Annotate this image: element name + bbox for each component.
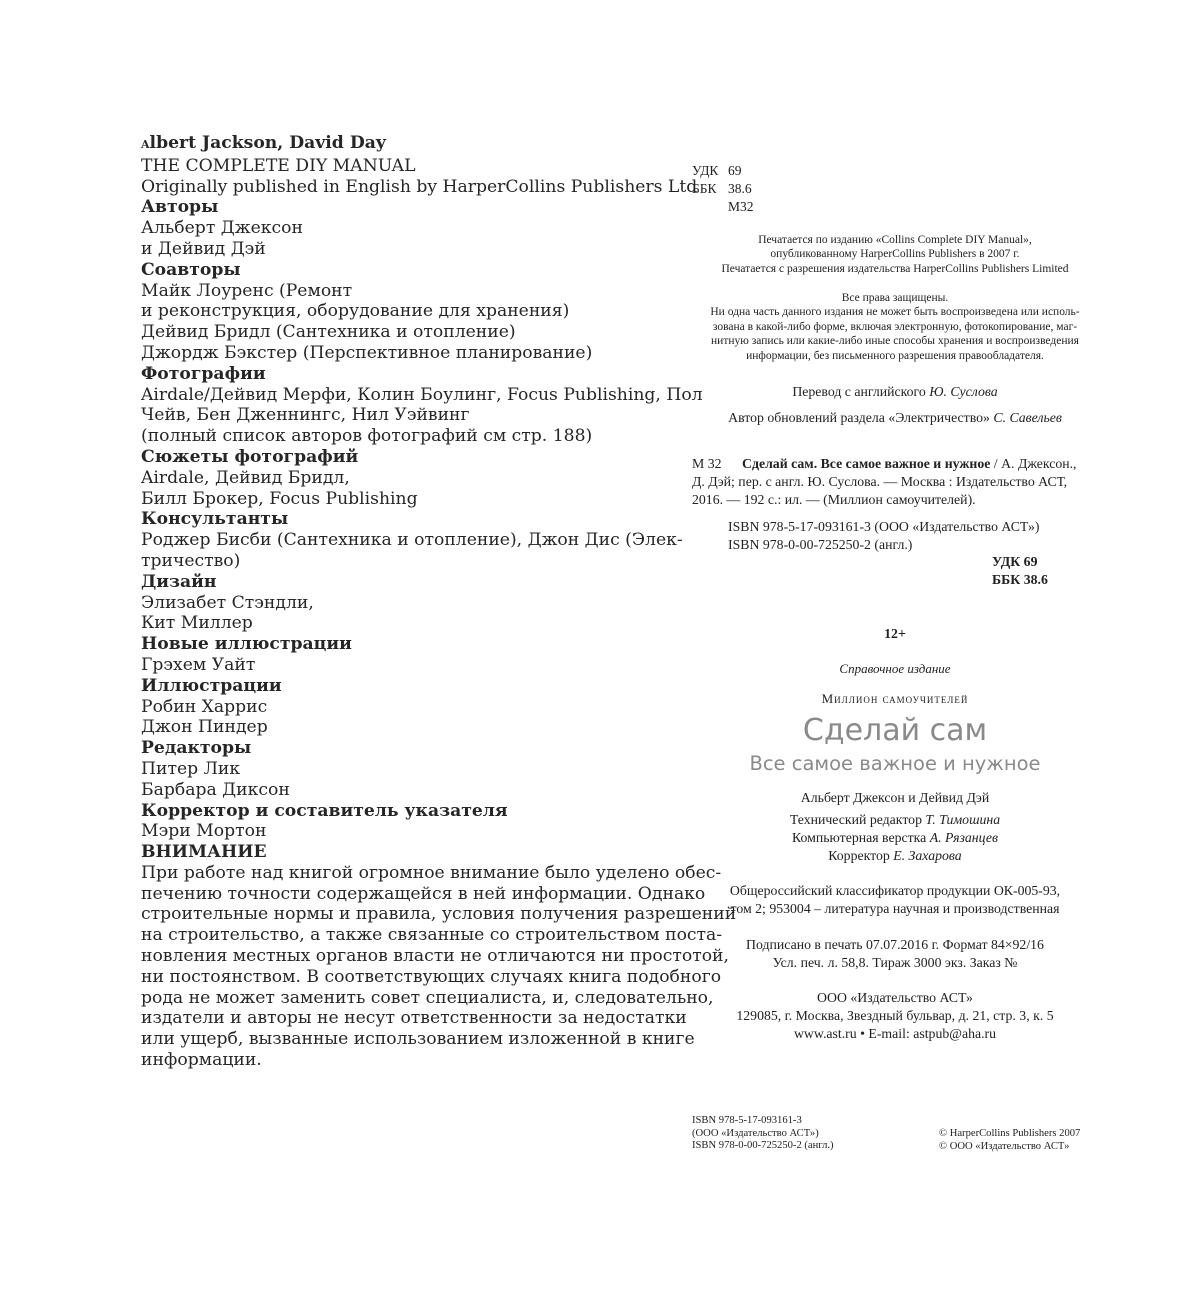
credit-line: Джон Пиндер (141, 717, 268, 738)
credit-line: Роджер Бисби (Сантехника и отопление), Джон Дис (Элек- (141, 530, 683, 551)
credit-line: и Дейвид Дэй (141, 238, 266, 259)
consultants-heading: Консультанты (141, 509, 289, 530)
edition-type: Справочное издание (839, 661, 951, 676)
design-heading: Дизайн (141, 571, 217, 592)
warning-line: издатели и авторы не несут ответственности за недостатки (141, 1008, 687, 1029)
photos-heading: Фотографии (141, 363, 266, 384)
credit-line: Airdale, Дейвид Бридл, (141, 467, 350, 488)
bottom-isbn-block: ISBN 978-5-17-093161-3 (ООО «Издательство АСТ») ISBN 978-0-00-725250-2 (англ.) (692, 1115, 834, 1152)
original-publisher: Originally published in English by HarperCollins Publishers Ltd (141, 176, 698, 197)
credit-line: Кит Миллер (141, 613, 253, 634)
warning-line: информации. (141, 1050, 262, 1071)
original-title: THE COMPLETE DIY MANUAL (141, 155, 416, 176)
age-rating: 12+ (884, 626, 906, 641)
warning-line: рода не может заменить совет специалиста, и, следовательно, (141, 987, 714, 1008)
warning-heading: ВНИМАНИЕ (141, 842, 267, 863)
credit-line: Робин Харрис (141, 696, 268, 717)
credit-line: Майк Лоуренс (Ремонт (141, 280, 353, 301)
credit-line: (полный список авторов фотографий см стр. 188) (141, 426, 593, 447)
imprint-column (692, 0, 1098, 1300)
credit-line: Элизабет Стэндли, (141, 592, 314, 613)
publisher-block: ООО «Издательство АСТ» 129085, г. Москва, Звездный бульвар, д. 21, стр. 3, к. 5 www.ast.ru • E-mail: astpub@aha.ru (736, 990, 1054, 1041)
warning-line: строительные нормы и правила, условия получения разрешений (141, 904, 737, 925)
warning-line: новления местных органов власти не отличаются ни простотой, (141, 946, 729, 967)
credit-line: Билл Брокер, Focus Publishing (141, 488, 418, 509)
book-subtitle: Все самое важное и нужное (749, 752, 1041, 775)
credit-line: Грэхем Уайт (141, 654, 256, 675)
warning-line: на строительство, а также связанные со строительством поста- (141, 925, 723, 946)
classifier-block: Общероссийский классификатор продукции ОК-005-93, том 2; 953004 – литература научная и производственная (729, 883, 1061, 916)
translation-line: Перевод с английского Ю. Суслова (792, 384, 998, 399)
new-illustrations-heading: Новые иллюстрации (141, 634, 352, 655)
bbk-row: ББК 38.6 (692, 181, 752, 196)
corrector-heading: Корректор и составитель указателя (141, 800, 508, 821)
editors-heading: Редакторы (141, 738, 252, 759)
credit-line: Airdale/Дейвид Мерфи, Колин Боулинг, Focus Publishing, Пол (141, 384, 703, 405)
copyright-block: © HarperCollins Publishers 2007 © ООО «Издательство АСТ» (939, 1128, 1081, 1152)
warning-line: При работе над книгой огромное внимание было уделено обес- (141, 862, 722, 883)
update-author-line: Автор обновлений раздела «Электричество» С. Савельев (728, 410, 1062, 425)
authors-heading: Авторы (141, 197, 219, 218)
warning-line: или ущерб, вызванные использованием изложенной в книге (141, 1029, 695, 1050)
series-name: Миллион самоучителей (821, 691, 969, 706)
illustrations-heading: Иллюстрации (141, 675, 282, 696)
warning-line: печению точности содержащейся в ней информации. Однако (141, 883, 706, 904)
credit-line: Мэри Мортон (141, 821, 267, 842)
book-title: Сделай сам (802, 713, 988, 748)
credit-line: Дейвид Бридл (Сантехника и отопление) (141, 322, 516, 343)
original-authors: Albert Jackson, David Day (141, 133, 386, 153)
credit-line: Питер Лик (141, 758, 241, 779)
udk-row: УДК 69 (692, 163, 742, 178)
credit-line: тричество) (141, 550, 241, 571)
classification-bold: УДК 69 ББК 38.6 (992, 554, 1048, 587)
source-notice: Печатается по изданию «Collins Complete DIY Manual», опубликованному HarperCollins Publishers в 2007 г. Печатается с разрешения издательства HarperCollins Publishers Limited (721, 234, 1069, 275)
staff-block: Технический редактор Т. Тимошина Компьютерная верстка А. Рязанцев Корректор Е. Захарова (789, 812, 1001, 863)
warning-line: ни постоянством. В соответствующих случаях книга подобного (141, 966, 722, 987)
isbn-block: ISBN 978-5-17-093161-3 (ООО «Издательство АСТ») ISBN 978-0-00-725250-2 (англ.) (728, 519, 1040, 552)
credit-line: Чейв, Бен Дженнингс, Нил Уэйвинг (141, 405, 470, 426)
catalog-entry: М 32 Сделай сам. Все самое важное и нужное / А. Джексон., Д. Дэй; пер. с англ. Ю. Суслова. — Москва : Издательство АСТ, 2016. — 192 с.: ил. — (Миллион самоучителей). (692, 456, 1077, 507)
rights-notice: Все права защищены. Ни одна часть данного издания не может быть воспроизведена или исполь- зована в какой-либо форме, включая электронную, фотокопирование, маг- нитную запись или какие-либо иные способы хранения и воспроизведения информации, без письменного разрешения правообладателя. (710, 292, 1080, 362)
coauthors-heading: Соавторы (141, 259, 241, 280)
credit-line: и реконструкция, оборудование для хранения) (141, 301, 570, 322)
credit-line: Альберт Джексон (141, 218, 303, 239)
author-code: М32 (728, 199, 754, 214)
credit-line: Джордж Бэкстер (Перспективное планирование) (141, 342, 593, 363)
print-info-block: Подписано в печать 07.07.2016 г. Формат 84×92/16 Усл. печ. л. 58,8. Тираж 3000 экз. Заказ № (746, 937, 1044, 970)
authors-line: Альберт Джексон и Дейвид Дэй (800, 790, 990, 805)
photo-subjects-heading: Сюжеты фотографий (141, 446, 359, 467)
credit-line: Барбара Диксон (141, 779, 290, 800)
